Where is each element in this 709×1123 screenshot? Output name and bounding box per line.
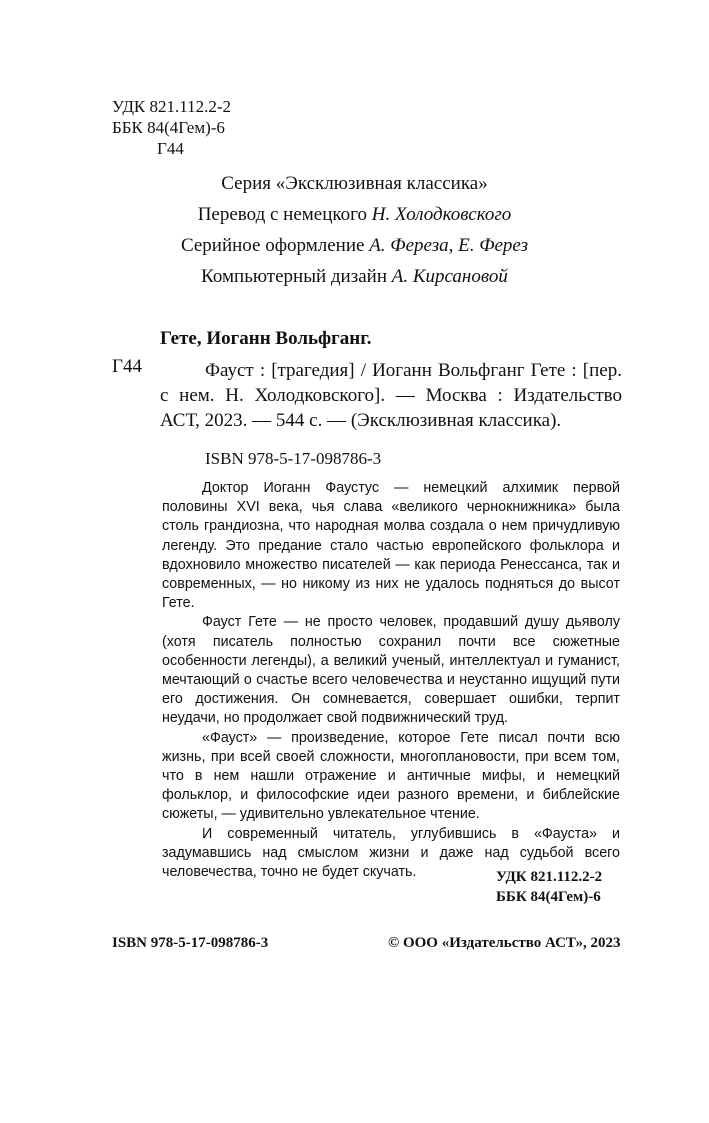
bottom-udk-code: УДК 821.112.2-2 <box>496 869 603 885</box>
computer-design-line <box>0 261 709 292</box>
credits-block <box>0 168 709 292</box>
designer-names: А. Фереза, Е. Ферез <box>369 235 529 256</box>
series-line: Серия «Эксклюзивная классика» <box>221 173 488 194</box>
udk-code: УДК 821.112.2-2 <box>112 97 232 116</box>
footer-isbn: ISBN 978-5-17-098786-3 <box>112 935 269 951</box>
translator-name: Н. Холодковского <box>371 204 512 225</box>
translation-prefix: Перевод с немецкого <box>197 204 372 225</box>
author-sign: Г44 <box>157 139 184 158</box>
bottom-bbk-code: ББК 84(4Гем)-6 <box>496 889 601 905</box>
entry-author-sign: Г44 <box>112 356 142 377</box>
entry-isbn: ISBN 978-5-17-098786-3 <box>205 449 382 468</box>
annotation-paragraph: И современный читатель, углубившись в «Фауста» и задумавшись над смыслом жизни и даже над судьбой всего человечества, точно не будет скучать. <box>162 825 620 881</box>
annotation-paragraph: «Фауст» — произведение, которое Гете писал почти всю жизнь, при всей своей сложности, многоплановости, при всем том, что в нем нашли отражение и античные мифы, и немецкий фольклор, и философские идеи разного времени, и библейские сюжеты, — удивительно увлекательное чтение. <box>162 729 620 823</box>
entry-description-text: Фауст : [трагедия] / Иоганн Вольфганг Гете : [пер. с нем. Н. Холодковского]. — Москва : Издательство АСТ, 2023. — 544 с. — (Эксклюзивная классика). <box>160 360 622 431</box>
computer-design-prefix: Компьютерный дизайн <box>201 266 392 287</box>
translation-line <box>0 199 709 230</box>
bbk-code: ББК 84(4Гем)-6 <box>112 118 225 137</box>
design-line <box>0 230 709 261</box>
annotation-paragraph: Доктор Иоганн Фаустус — немецкий алхимик первой половины XVI века, чья слава «великого чернокнижника» была столь грандиозна, что народная молва создала о нем причудливую легенду. Это предание стало частью европейского фольклора и вдохновило множество писателей — как периода Ренессанса, так и современных, — но никому из них не удалось подняться до высот Гете. <box>162 480 620 612</box>
computer-designer-name: А. Кирсановой <box>391 266 508 287</box>
annotation-paragraph: Фауст Гете — не просто человек, продавший душу дьяволу (хотя писатель полностью сохранил почти все сюжетные особенности легенды), а великий ученый, интеллектуал и гуманист, мечтающий о счастье всего человечества и неустанно ищущий пути его достижения. Он сомневается, совершает ошибки, терпит неудачи, но продолжает свой подвижнический труд. <box>162 614 620 727</box>
entry-description <box>160 358 622 471</box>
bottom-codes <box>496 867 602 907</box>
design-prefix: Серийное оформление <box>180 235 370 256</box>
annotation <box>162 479 620 882</box>
footer-copyright: © ООО «Издательство АСТ», 2023 <box>388 935 621 951</box>
entry-author: Гете, Иоганн Вольфганг. <box>160 328 372 349</box>
